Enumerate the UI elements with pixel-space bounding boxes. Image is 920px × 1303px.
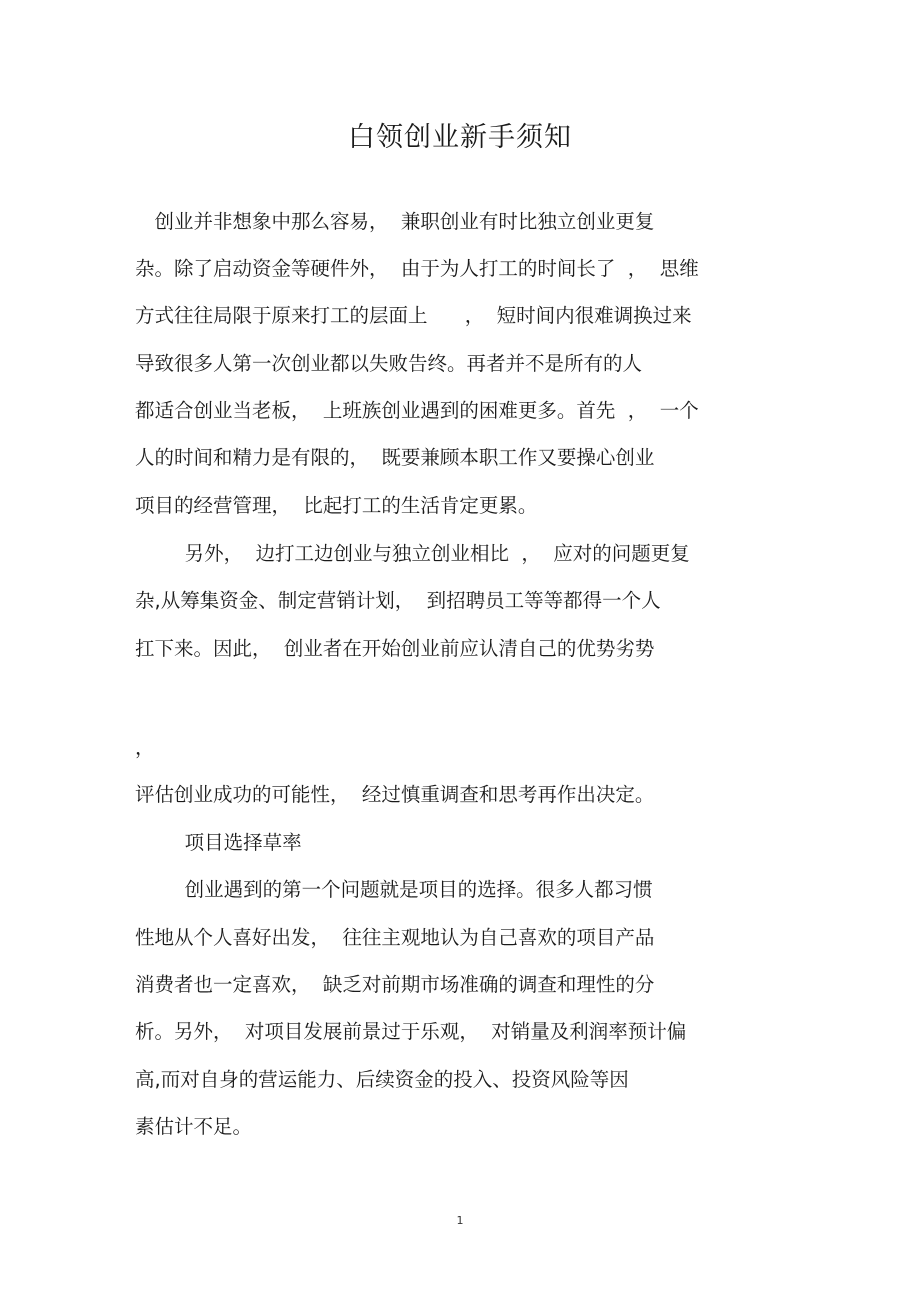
paragraph-1-line-5: 都适合创业当老板， 上班族创业遇到的困难更多。首先 ， 一个 (135, 399, 699, 422)
paragraph-2-line-4: 评估创业成功的可能性， 经过慎重调查和思考再作出决定。 (135, 783, 655, 806)
paragraph-2-line-3: 扛下来。因此， 创业者在开始创业前应认清自己的优势劣势 (135, 637, 655, 660)
document-title: 白领创业新手须知 (348, 122, 572, 153)
paragraph-3-line-4: 析。另外， 对项目发展前景过于乐观， 对销量及利润率预计偏 (135, 1020, 687, 1043)
paragraph-2-line-1: 另外， 边打工边创业与独立创业相比 ， 应对的问题更复 (135, 542, 690, 565)
page-number: 1 (456, 1214, 464, 1227)
section-heading: 项目选择草率 (135, 831, 302, 854)
paragraph-1-line-3: 方式往往局限于原来打工的层面上 ， 短时间内很难调换过来 (135, 304, 692, 327)
paragraph-3-line-3: 消费者也一定喜欢， 缺乏对前期市场准确的调查和理性的分 (135, 973, 655, 996)
paragraph-3-line-2: 性地从个人喜好出发， 往往主观地认为自己喜欢的项目产品 (135, 926, 655, 949)
paragraph-3-line-1: 创业遇到的第一个问题就是项目的选择。很多人都习惯 (135, 878, 653, 901)
paragraph-2-stray-comma: ， (135, 736, 155, 759)
paragraph-1-line-6: 人的时间和精力是有限的， 既要兼顾本职工作又要操心创业 (135, 446, 655, 469)
paragraph-1-line-2: 杂。除了启动资金等硬件外， 由于为人打工的时间长了 ， 思维 (135, 257, 699, 280)
paragraph-2-line-2: 杂,从筹集资金、制定营销计划， 到招聘员工等等都得一个人 (135, 589, 661, 612)
paragraph-1-line-4: 导致很多人第一次创业都以失败告终。再者并不是所有的人 (135, 352, 643, 375)
paragraph-3-line-5: 高,而对自身的营运能力、后续资金的投入、投资风险等因 (135, 1068, 629, 1091)
paragraph-1-line-7: 项目的经营管理， 比起打工的生活肯定更累。 (135, 494, 538, 517)
paragraph-3-line-6: 素估计不足。 (135, 1115, 253, 1138)
paragraph-1-line-1: 创业并非想象中那么容易， 兼职创业有时比独立创业更复 (135, 210, 655, 233)
